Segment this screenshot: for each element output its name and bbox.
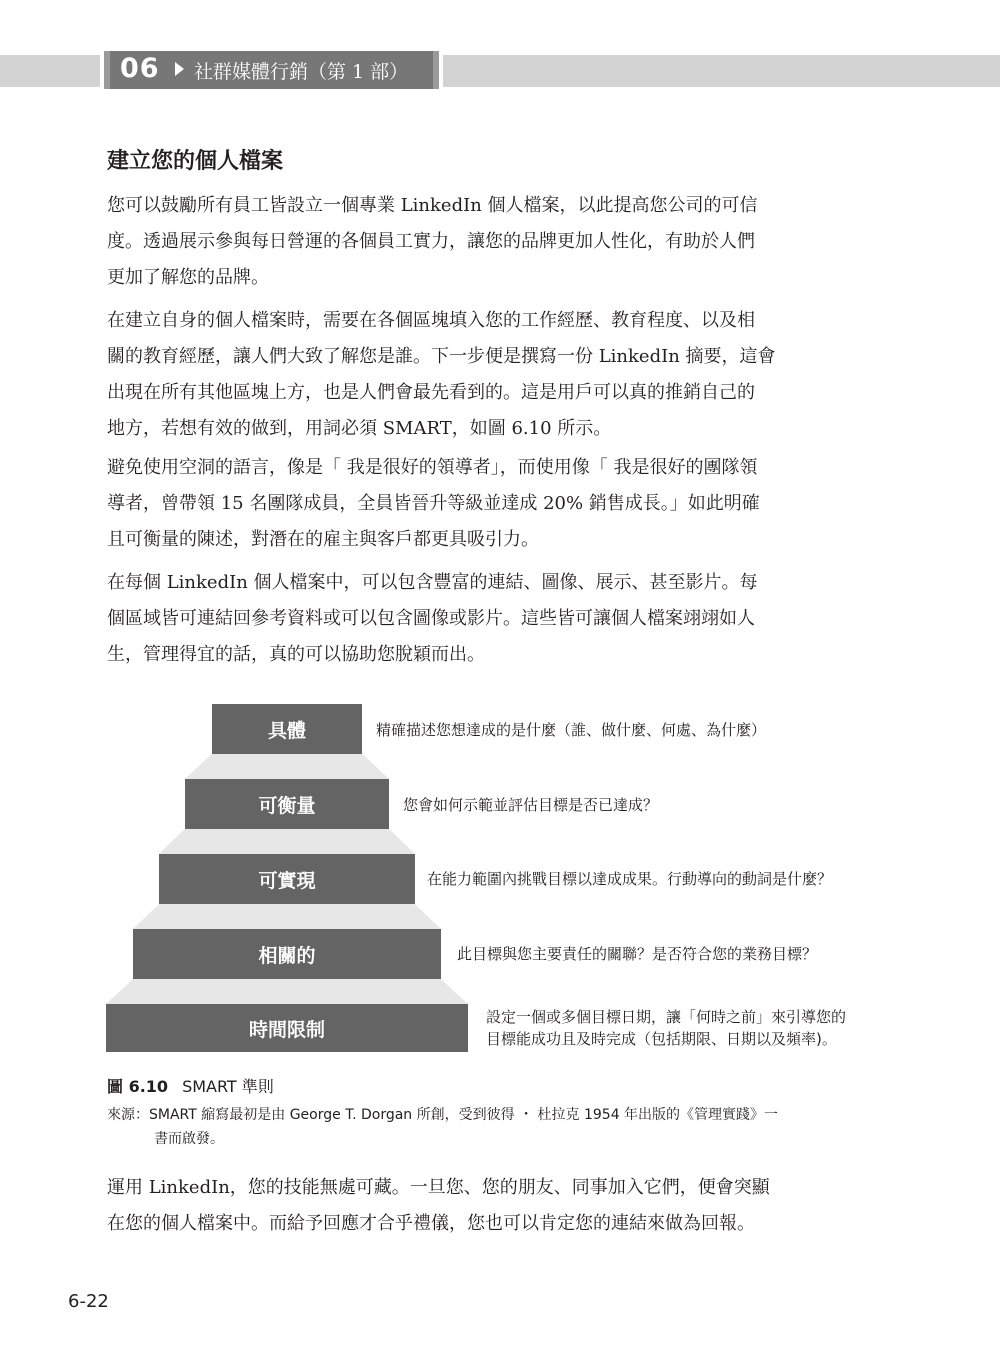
tier-description: 此目標與您主要責任的關聯？是否符合您的業務目標？: [457, 945, 818, 963]
tier-step: [185, 754, 389, 779]
paragraph-line: 更加了解您的品牌。: [107, 267, 269, 288]
figure-number: 圖 6.10: [107, 1077, 169, 1096]
paragraph-line: 導者，曾帶領 15 名團隊成員，全員皆晉升等級並達成 20% 銷售成長。」如此明確: [107, 493, 760, 514]
paragraph-line: 關的教育經歷，讓人們大致了解您是誰。下一步便是撰寫一份 LinkedIn 摘要，這會: [107, 346, 776, 367]
chapter-number: 06: [120, 53, 160, 84]
paragraph-3: [107, 450, 871, 558]
paragraph-line: 個區域皆可連結回參考資料或可以包含圖像或影片。這些皆可讓個人檔案翊翊如人: [107, 608, 755, 629]
page-number: 6-22: [68, 1291, 109, 1312]
tier-step: [159, 829, 415, 854]
figure-caption: [107, 1074, 274, 1097]
tier-step: [106, 979, 468, 1004]
paragraph-line: 生，管理得宜的話，真的可以協助您脫穎而出。: [107, 644, 485, 665]
tier-step: [133, 904, 441, 929]
paragraph-line: 運用 LinkedIn，您的技能無處可藏。一旦您、您的朋友、同事加入它們，便會突顯: [107, 1177, 770, 1198]
paragraph-2: [107, 303, 871, 447]
paragraph-line: 避免使用空洞的語言，像是「 我是很好的領導者」，而使用像「 我是很好的團隊領: [107, 457, 758, 478]
triangle-right-icon: [175, 62, 184, 76]
paragraph-4: [107, 565, 871, 673]
figure-source: [107, 1103, 877, 1151]
tier-label-specific: 具體: [212, 704, 362, 754]
figure-title: SMART 準則: [182, 1077, 274, 1096]
source-line: 書而啟發。: [154, 1131, 224, 1147]
paragraph-line: 您可以鼓勵所有員工皆設立一個專業 LinkedIn 個人檔案，以此提高您公司的可信: [107, 195, 758, 216]
paragraph-1: [107, 188, 871, 296]
source-line: 來源：SMART 縮寫最初是由 George T. Dorgan 所創，受到彼得 ・ 杜拉克 1954 年出版的《管理實踐》一: [107, 1107, 779, 1123]
paragraph-line: 出現在所有其他區塊上方，也是人們會最先看到的。這是用戶可以真的推銷自己的: [107, 382, 755, 403]
closing-paragraph: [107, 1170, 871, 1242]
tier-label-relevant: 相關的: [133, 929, 441, 979]
tier-label-time-bound: 時間限制: [106, 1004, 468, 1052]
tier-description: 設定一個或多個目標日期，讓「何時之前」來引導您的 目標能成功且及時完成（包括期限、日期以及頻率)。: [486, 1008, 847, 1048]
tier-label-achievable: 可實現: [159, 854, 415, 904]
tier-label-measurable: 可衡量: [185, 779, 389, 829]
paragraph-line: 在建立自身的個人檔案時，需要在各個區塊填入您的工作經歷、教育程度、以及相: [107, 310, 755, 331]
paragraph-line: 在您的個人檔案中。而給予回應才合乎禮儀，您也可以肯定您的連結來做為回報。: [107, 1213, 755, 1234]
chapter-title: 社群媒體行銷（第 1 部）: [194, 61, 409, 83]
tier-description: 您會如何示範並評估目標是否已達成？: [403, 796, 659, 814]
paragraph-line: 地方，若想有效的做到，用詞必須 SMART，如圖 6.10 所示。: [107, 418, 612, 439]
section-title: 建立您的個人檔案: [107, 149, 284, 174]
paragraph-line: 在每個 LinkedIn 個人檔案中，可以包含豐富的連結、圖像、展示、甚至影片。每: [107, 572, 758, 593]
tier-description: 在能力範圍內挑戰目標以達成成果。行動導向的動詞是什麼？: [427, 870, 833, 888]
paragraph-line: 且可衡量的陳述，對潛在的雇主與客戶都更具吸引力。: [107, 529, 539, 550]
paragraph-line: 度。透過展示參與每日營運的各個員工實力，讓您的品牌更加人性化，有助於人們: [107, 231, 755, 252]
tier-description: 精確描述您想達成的是什麼（誰、做什麼、何處、為什麼）: [376, 721, 767, 739]
